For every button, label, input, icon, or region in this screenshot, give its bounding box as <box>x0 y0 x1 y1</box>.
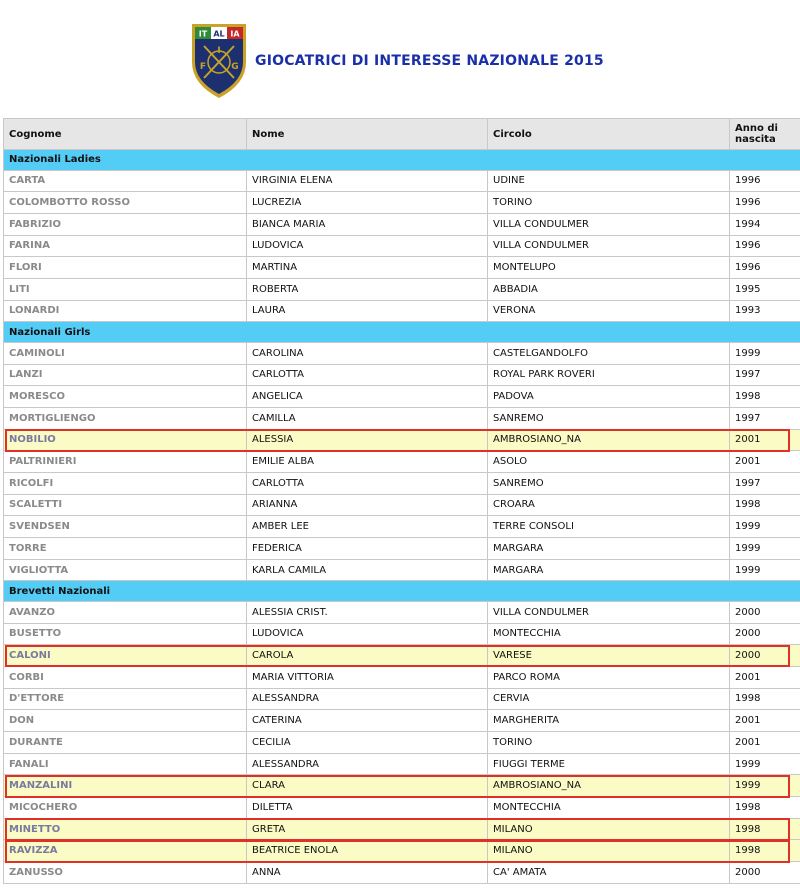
table-row <box>4 494 800 516</box>
page-header <box>0 0 800 118</box>
cell-circolo: TORINO <box>488 732 730 754</box>
cell-cognome: DON <box>4 710 247 732</box>
table-row <box>4 753 800 775</box>
section-header-row <box>4 581 800 602</box>
table-row <box>4 257 800 279</box>
cell-circolo: UDINE <box>488 170 730 192</box>
table-row <box>4 797 800 819</box>
cell-circolo: VERONA <box>488 300 730 322</box>
cell-cognome: CARTA <box>4 170 247 192</box>
cell-cognome: MANZALINI <box>4 775 247 797</box>
cell-circolo: FIUGGI TERME <box>488 753 730 775</box>
cell-nome: MARIA VITTORIA <box>247 666 488 688</box>
cell-anno: 1998 <box>730 797 800 819</box>
section-label: Nazionali Girls <box>4 322 800 343</box>
table-row <box>4 559 800 581</box>
cell-circolo: ABBADIA <box>488 278 730 300</box>
cell-nome: FEDERICA <box>247 538 488 560</box>
cell-circolo: SANREMO <box>488 472 730 494</box>
cell-circolo: MONTECCHIA <box>488 797 730 819</box>
cell-nome: AMBER LEE <box>247 516 488 538</box>
table-row <box>4 451 800 473</box>
cell-cognome: FARINA <box>4 235 247 257</box>
cell-anno: 1996 <box>730 192 800 214</box>
cell-cognome: COLOMBOTTO ROSSO <box>4 192 247 214</box>
column-header-cognome: Cognome <box>4 119 247 150</box>
svg-text:IA: IA <box>230 29 240 39</box>
section-label: Brevetti Nazionali <box>4 581 800 602</box>
cell-anno: 1999 <box>730 516 800 538</box>
table-row <box>4 300 800 322</box>
cell-nome: CAMILLA <box>247 407 488 429</box>
cell-nome: CAROLA <box>247 645 488 667</box>
table-row <box>4 710 800 732</box>
cell-anno: 1998 <box>730 688 800 710</box>
cell-circolo: MILANO <box>488 840 730 862</box>
cell-circolo: PARCO ROMA <box>488 666 730 688</box>
cell-anno: 1997 <box>730 364 800 386</box>
cell-nome: LUCREZIA <box>247 192 488 214</box>
cell-anno: 2000 <box>730 601 800 623</box>
cell-nome: ARIANNA <box>247 494 488 516</box>
cell-circolo: MARGARA <box>488 559 730 581</box>
cell-circolo: CROARA <box>488 494 730 516</box>
cell-nome: ALESSIA <box>247 429 488 451</box>
cell-anno: 1998 <box>730 386 800 408</box>
table-row <box>4 407 800 429</box>
cell-nome: CLARA <box>247 775 488 797</box>
cell-cognome: DURANTE <box>4 732 247 754</box>
cell-anno: 2001 <box>730 710 800 732</box>
svg-text:F: F <box>199 62 207 72</box>
cell-nome: ALESSANDRA <box>247 688 488 710</box>
cell-nome: CAROLINA <box>247 342 488 364</box>
cell-cognome: RICOLFI <box>4 472 247 494</box>
cell-circolo: VILLA CONDULMER <box>488 213 730 235</box>
cell-nome: ANGELICA <box>247 386 488 408</box>
table-row-highlighted <box>4 645 800 667</box>
cell-anno: 1999 <box>730 538 800 560</box>
cell-cognome: TORRE <box>4 538 247 560</box>
cell-anno: 1998 <box>730 840 800 862</box>
cell-circolo: MILANO <box>488 818 730 840</box>
cell-nome: CARLOTTA <box>247 364 488 386</box>
cell-cognome: NOBILIO <box>4 429 247 451</box>
cell-nome: DILETTA <box>247 797 488 819</box>
cell-anno: 1996 <box>730 257 800 279</box>
cell-nome: LAURA <box>247 300 488 322</box>
cell-circolo: TERRE CONSOLI <box>488 516 730 538</box>
cell-circolo: VARESE <box>488 645 730 667</box>
cell-anno: 2000 <box>730 623 800 645</box>
cell-anno: 1996 <box>730 170 800 192</box>
cell-cognome: LANZI <box>4 364 247 386</box>
cell-nome: CECILIA <box>247 732 488 754</box>
table-row-highlighted <box>4 775 800 797</box>
cell-anno: 1995 <box>730 278 800 300</box>
cell-nome: ROBERTA <box>247 278 488 300</box>
column-header-anno: Anno di nascita <box>730 119 800 150</box>
cell-cognome: MORTIGLIENGO <box>4 407 247 429</box>
cell-cognome: D'ETTORE <box>4 688 247 710</box>
cell-circolo: VILLA CONDULMER <box>488 235 730 257</box>
table-body <box>4 150 800 884</box>
table-row <box>4 862 800 884</box>
svg-text:I: I <box>217 46 221 56</box>
fig-shield-logo <box>190 22 248 100</box>
players-table <box>3 118 800 884</box>
cell-cognome: FLORI <box>4 257 247 279</box>
cell-nome: GRETA <box>247 818 488 840</box>
cell-nome: ALESSANDRA <box>247 753 488 775</box>
cell-cognome: SVENDSEN <box>4 516 247 538</box>
cell-cognome: SCALETTI <box>4 494 247 516</box>
cell-circolo: TORINO <box>488 192 730 214</box>
cell-nome: BIANCA MARIA <box>247 213 488 235</box>
table-row <box>4 235 800 257</box>
cell-nome: VIRGINIA ELENA <box>247 170 488 192</box>
cell-anno: 1997 <box>730 407 800 429</box>
cell-anno: 2001 <box>730 429 800 451</box>
cell-circolo: PADOVA <box>488 386 730 408</box>
cell-nome: MARTINA <box>247 257 488 279</box>
svg-text:G: G <box>231 62 239 72</box>
table-row <box>4 386 800 408</box>
cell-circolo: SANREMO <box>488 407 730 429</box>
table-row <box>4 278 800 300</box>
table-row <box>4 364 800 386</box>
cell-nome: CATERINA <box>247 710 488 732</box>
cell-cognome: RAVIZZA <box>4 840 247 862</box>
column-header-circolo: Circolo <box>488 119 730 150</box>
cell-nome: ALESSIA CRIST. <box>247 601 488 623</box>
table-row <box>4 623 800 645</box>
cell-anno: 1999 <box>730 559 800 581</box>
cell-nome: ANNA <box>247 862 488 884</box>
cell-anno: 2000 <box>730 645 800 667</box>
cell-circolo: CASTELGANDOLFO <box>488 342 730 364</box>
cell-circolo: AMBROSIANO_NA <box>488 429 730 451</box>
table-row <box>4 538 800 560</box>
cell-cognome: FANALI <box>4 753 247 775</box>
cell-circolo: ASOLO <box>488 451 730 473</box>
svg-text:IT: IT <box>198 29 208 39</box>
table-row <box>4 666 800 688</box>
cell-circolo: MONTECCHIA <box>488 623 730 645</box>
cell-anno: 2000 <box>730 862 800 884</box>
cell-cognome: MINETTO <box>4 818 247 840</box>
cell-nome: KARLA CAMILA <box>247 559 488 581</box>
cell-anno: 1998 <box>730 818 800 840</box>
cell-anno: 2001 <box>730 732 800 754</box>
cell-anno: 1993 <box>730 300 800 322</box>
cell-anno: 1998 <box>730 494 800 516</box>
table-row-highlighted <box>4 840 800 862</box>
cell-cognome: ZANUSSO <box>4 862 247 884</box>
cell-cognome: MORESCO <box>4 386 247 408</box>
table-row <box>4 516 800 538</box>
cell-anno: 1994 <box>730 213 800 235</box>
cell-nome: CARLOTTA <box>247 472 488 494</box>
table-row <box>4 192 800 214</box>
cell-cognome: CORBI <box>4 666 247 688</box>
cell-anno: 2001 <box>730 451 800 473</box>
table-row <box>4 170 800 192</box>
section-header-row <box>4 150 800 171</box>
cell-nome: LUDOVICA <box>247 623 488 645</box>
cell-cognome: PALTRINIERI <box>4 451 247 473</box>
table-row <box>4 472 800 494</box>
cell-cognome: AVANZO <box>4 601 247 623</box>
table-row-highlighted <box>4 818 800 840</box>
table-header-row <box>4 119 800 150</box>
cell-nome: BEATRICE ENOLA <box>247 840 488 862</box>
cell-cognome: MICOCHERO <box>4 797 247 819</box>
cell-cognome: LITI <box>4 278 247 300</box>
cell-circolo: CERVIA <box>488 688 730 710</box>
cell-circolo: CA' AMATA <box>488 862 730 884</box>
cell-circolo: MARGARA <box>488 538 730 560</box>
cell-anno: 1999 <box>730 775 800 797</box>
cell-cognome: CALONI <box>4 645 247 667</box>
cell-nome: LUDOVICA <box>247 235 488 257</box>
section-label: Nazionali Ladies <box>4 150 800 171</box>
page-title: GIOCATRICI DI INTERESSE NAZIONALE 2015 <box>255 53 604 69</box>
table-row <box>4 601 800 623</box>
table-row <box>4 342 800 364</box>
cell-anno: 1999 <box>730 342 800 364</box>
cell-anno: 2001 <box>730 666 800 688</box>
cell-cognome: FABRIZIO <box>4 213 247 235</box>
cell-nome: EMILIE ALBA <box>247 451 488 473</box>
cell-cognome: LONARDI <box>4 300 247 322</box>
table-row <box>4 688 800 710</box>
table-row <box>4 213 800 235</box>
cell-cognome: CAMINOLI <box>4 342 247 364</box>
cell-cognome: VIGLIOTTA <box>4 559 247 581</box>
cell-anno: 1997 <box>730 472 800 494</box>
cell-circolo: AMBROSIANO_NA <box>488 775 730 797</box>
cell-circolo: MARGHERITA <box>488 710 730 732</box>
cell-circolo: VILLA CONDULMER <box>488 601 730 623</box>
column-header-nome: Nome <box>247 119 488 150</box>
section-header-row <box>4 322 800 343</box>
svg-text:AL: AL <box>213 29 225 39</box>
table-row <box>4 732 800 754</box>
cell-cognome: BUSETTO <box>4 623 247 645</box>
cell-anno: 1999 <box>730 753 800 775</box>
cell-circolo: ROYAL PARK ROVERI <box>488 364 730 386</box>
table-row-highlighted <box>4 429 800 451</box>
cell-anno: 1996 <box>730 235 800 257</box>
cell-circolo: MONTELUPO <box>488 257 730 279</box>
